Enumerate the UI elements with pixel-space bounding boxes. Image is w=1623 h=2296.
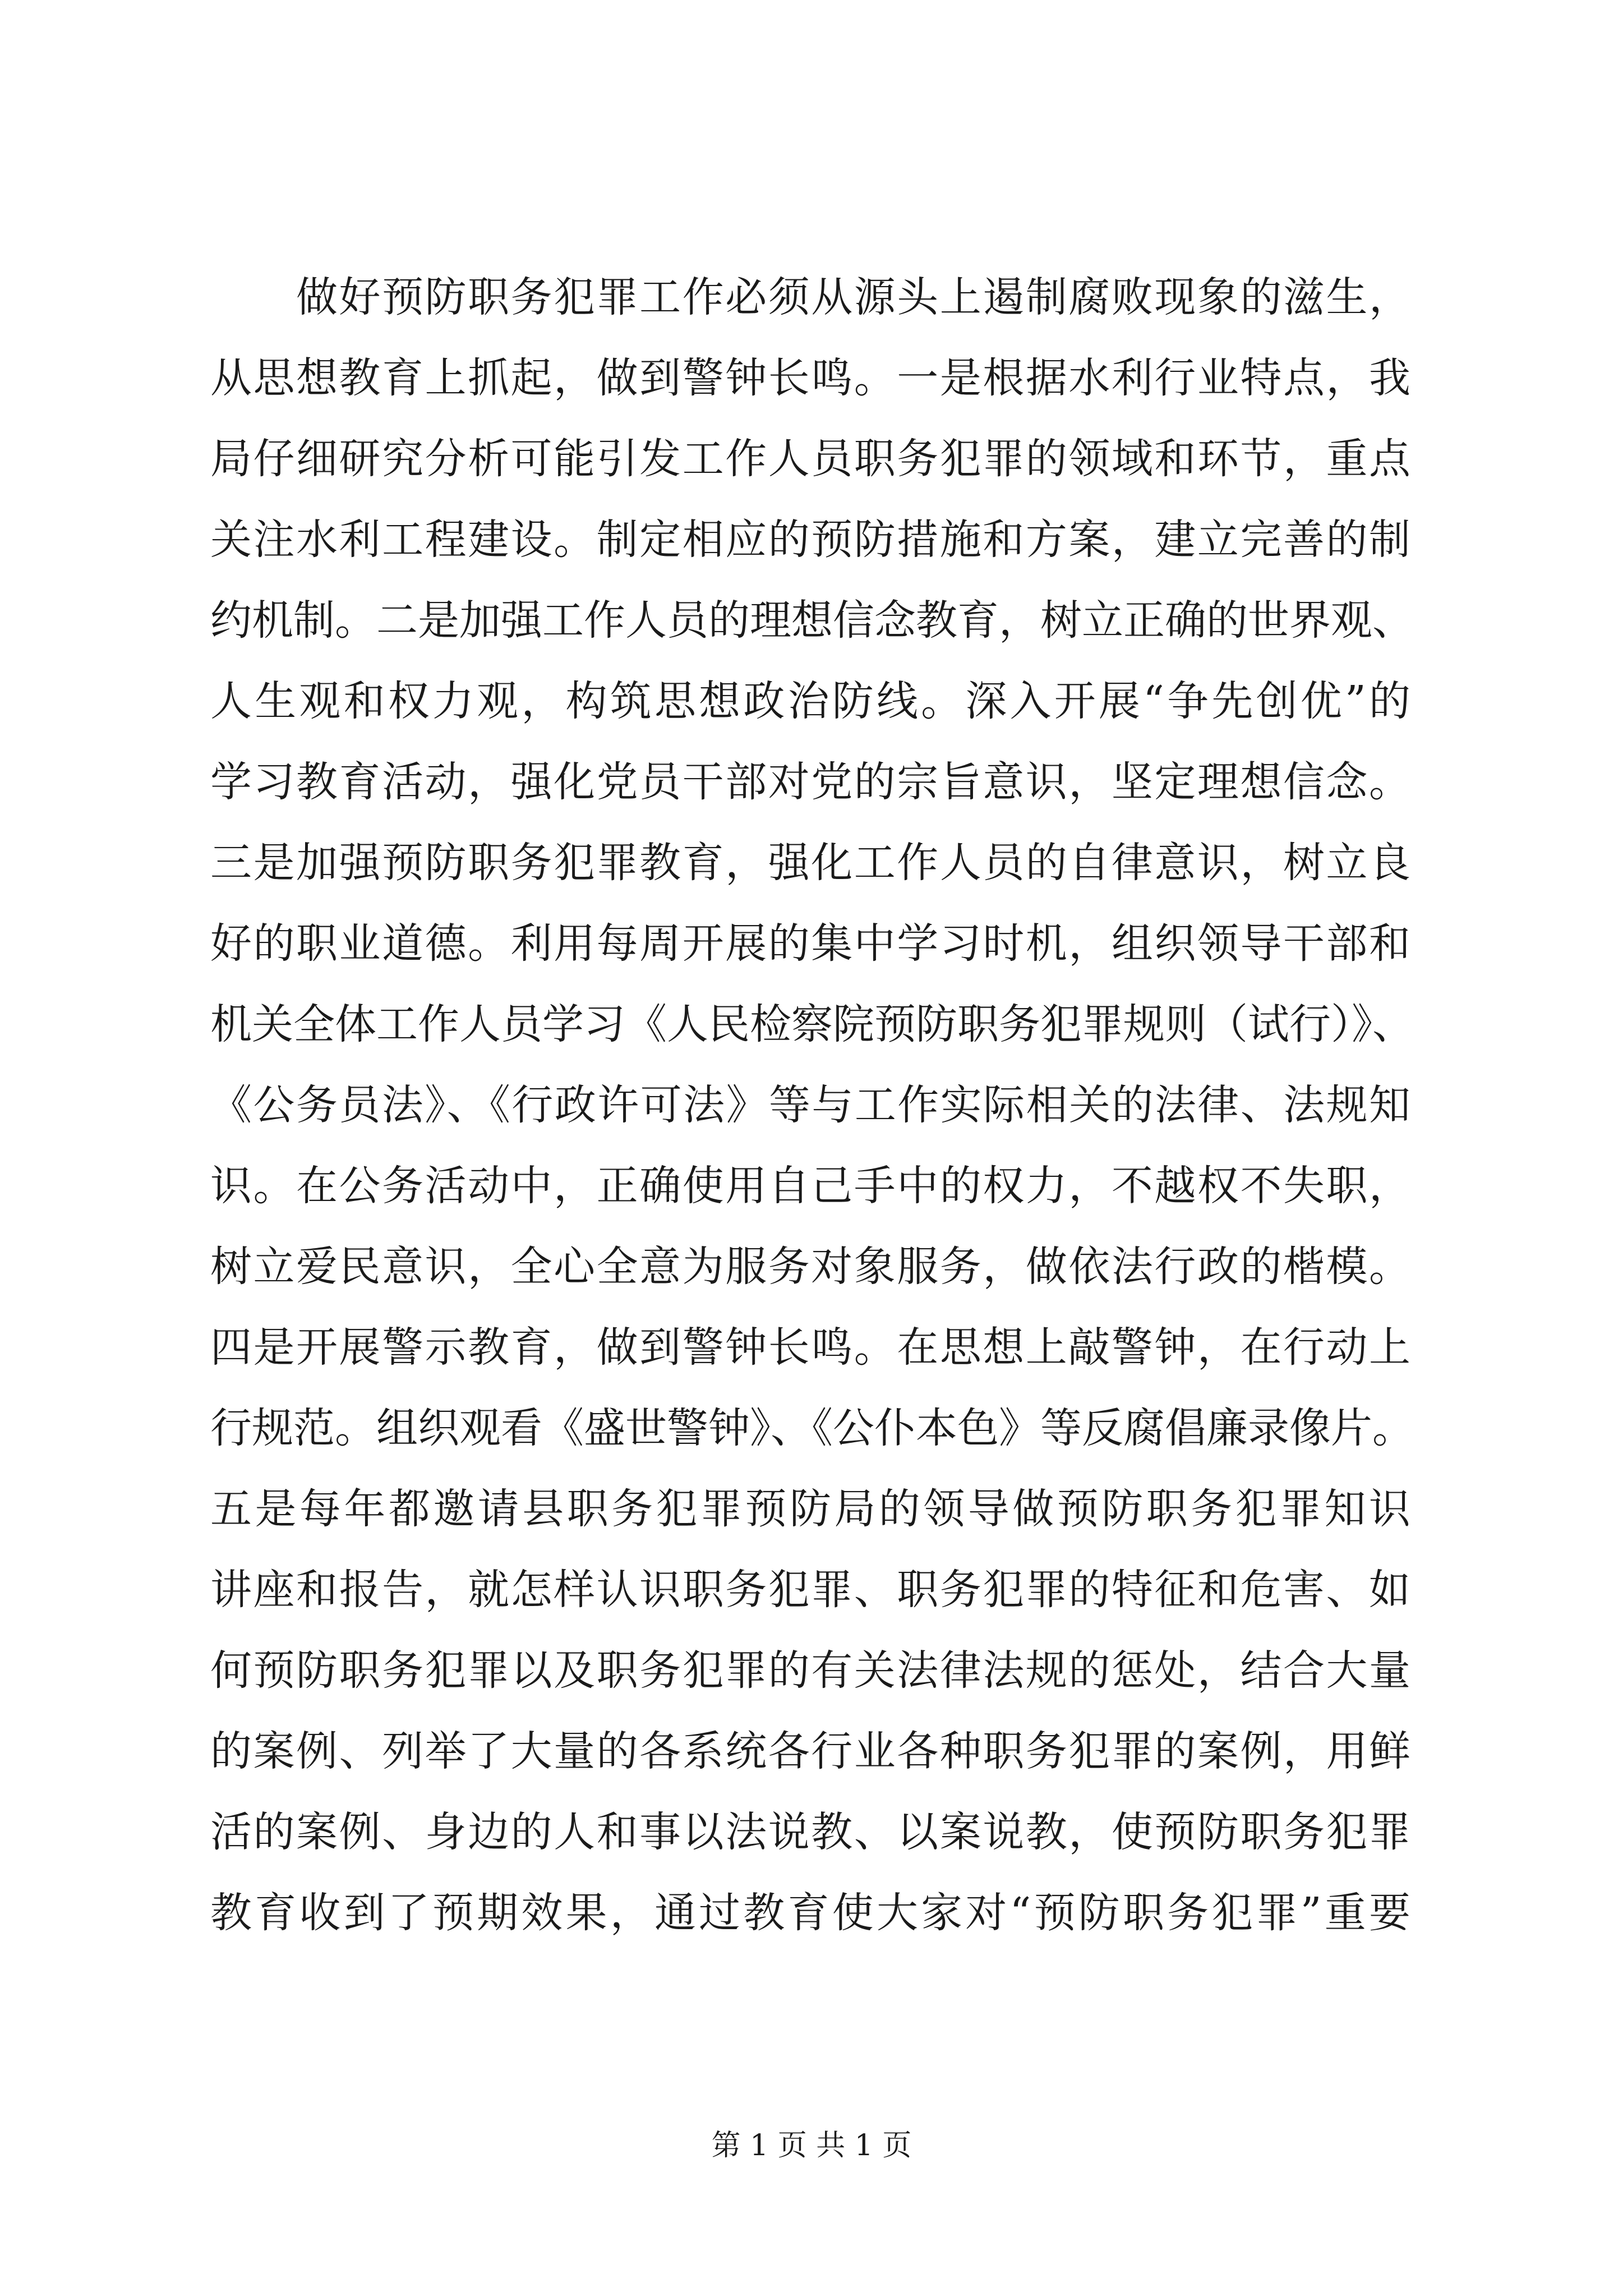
text-line-16: 五是每年都邀请县职务犯罪预防局的领导做预防职务犯罪知识 bbox=[210, 1485, 1410, 1533]
text-line-12: 识。在公务活动中，正确使用自己手中的权力，不越权不失职， bbox=[210, 1162, 1410, 1210]
text-line-20: 活的案例、身边的人和事以法说教、以案说教，使预防职务犯罪 bbox=[210, 1808, 1410, 1856]
text-line-13: 树立爱民意识，全心全意为服务对象服务，做依法行政的楷模。 bbox=[210, 1243, 1410, 1291]
text-line-8: 三是加强预防职务犯罪教育，强化工作人员的自律意识，树立良 bbox=[210, 839, 1410, 887]
body-paragraph bbox=[210, 257, 1414, 1953]
text-line-14: 四是开展警示教育，做到警钟长鸣。在思想上敲警钟，在行动上 bbox=[210, 1323, 1410, 1372]
page-number-label: 第 1 页 共 1 页 bbox=[711, 2129, 912, 2162]
text-line-9: 好的职业道德。利用每周开展的集中学习时机，组织领导干部和 bbox=[210, 919, 1410, 968]
text-line-21: 教育收到了预期效果，通过教育使大家对“预防职务犯罪”重要 bbox=[210, 1889, 1410, 1937]
text-line-18: 何预防职务犯罪以及职务犯罪的有关法律法规的惩处，结合大量 bbox=[210, 1646, 1410, 1695]
text-line-17: 讲座和报告，就怎样认识职务犯罪、职务犯罪的特征和危害、如 bbox=[210, 1566, 1410, 1614]
page-footer bbox=[0, 2122, 1623, 2164]
text-line-3: 局仔细研究分析可能引发工作人员职务犯罪的领域和环节，重点 bbox=[210, 435, 1410, 483]
text-line-10: 机关全体工作人员学习《人民检察院预防职务犯罪规则（试行）》、 bbox=[210, 1000, 1414, 1048]
text-line-7: 学习教育活动，强化党员干部对党的宗旨意识，坚定理想信念。 bbox=[210, 758, 1410, 806]
text-line-6: 人生观和权力观，构筑思想政治防线。深入开展“争先创优”的 bbox=[210, 677, 1410, 725]
text-line-5: 约机制。二是加强工作人员的理想信念教育，树立正确的世界观、 bbox=[210, 596, 1414, 645]
text-line-4: 关注水利工程建设。制定相应的预防措施和方案，建立完善的制 bbox=[210, 516, 1410, 564]
text-line-15: 行规范。组织观看《盛世警钟》、《公仆本色》等反腐倡廉录像片。 bbox=[210, 1404, 1414, 1452]
text-line-2: 从思想教育上抓起，做到警钟长鸣。一是根据水利行业特点，我 bbox=[210, 354, 1410, 402]
text-line-1: 做好预防职务犯罪工作必须从源头上遏制腐败现象的滋生， bbox=[210, 273, 1410, 321]
text-line-19: 的案例、列举了大量的各系统各行业各种职务犯罪的案例，用鲜 bbox=[210, 1727, 1410, 1775]
text-line-11: 《公务员法》、《行政许可法》等与工作实际相关的法律、法规知 bbox=[210, 1081, 1410, 1129]
